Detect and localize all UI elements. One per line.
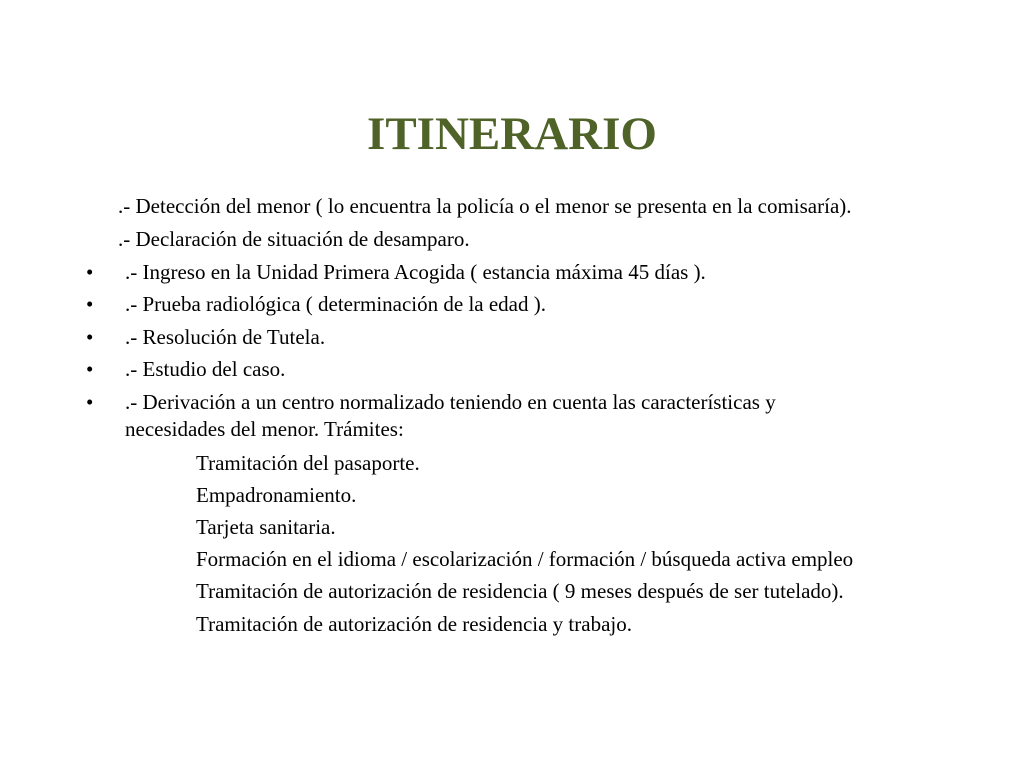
item-derivacion-cont: necesidades del menor. Trámites: <box>125 417 404 441</box>
subitem-pasaporte: Tramitación del pasaporte. <box>196 451 420 475</box>
slide-title: ITINERARIO <box>367 108 657 160</box>
item-resolucion: .- Resolución de Tutela. <box>125 325 326 349</box>
item-estudio: .- Estudio del caso. <box>125 357 286 381</box>
subitem-residencia: Tramitación de autorización de residencia ( 9 meses después de ser tutelado). <box>196 579 844 603</box>
bullet-icon: • <box>86 260 94 284</box>
item-derivacion: .- Derivación a un centro normalizado teniendo en cuenta las características y <box>125 390 776 414</box>
subitem-empadronamiento: Empadronamiento. <box>196 483 357 507</box>
bullet-icon: • <box>86 390 94 414</box>
item-prueba: .- Prueba radiológica ( determinación de la edad ). <box>125 292 546 316</box>
subitem-residencia-trabajo: Tramitación de autorización de residencia y trabajo. <box>196 612 632 636</box>
bullet-icon: • <box>86 325 94 349</box>
bullet-icon: • <box>86 292 94 316</box>
item-ingreso: .- Ingreso en la Unidad Primera Acogida ( estancia máxima 45 días ). <box>125 260 706 284</box>
subitem-tarjeta: Tarjeta sanitaria. <box>196 515 336 539</box>
bullet-icon: • <box>86 357 94 381</box>
item-deteccion: .- Detección del menor ( lo encuentra la policía o el menor se presenta en la comisaría). <box>118 194 852 218</box>
item-declaracion: .- Declaración de situación de desamparo. <box>118 227 470 251</box>
subitem-formacion: Formación en el idioma / escolarización / formación / búsqueda activa empleo <box>196 547 854 571</box>
